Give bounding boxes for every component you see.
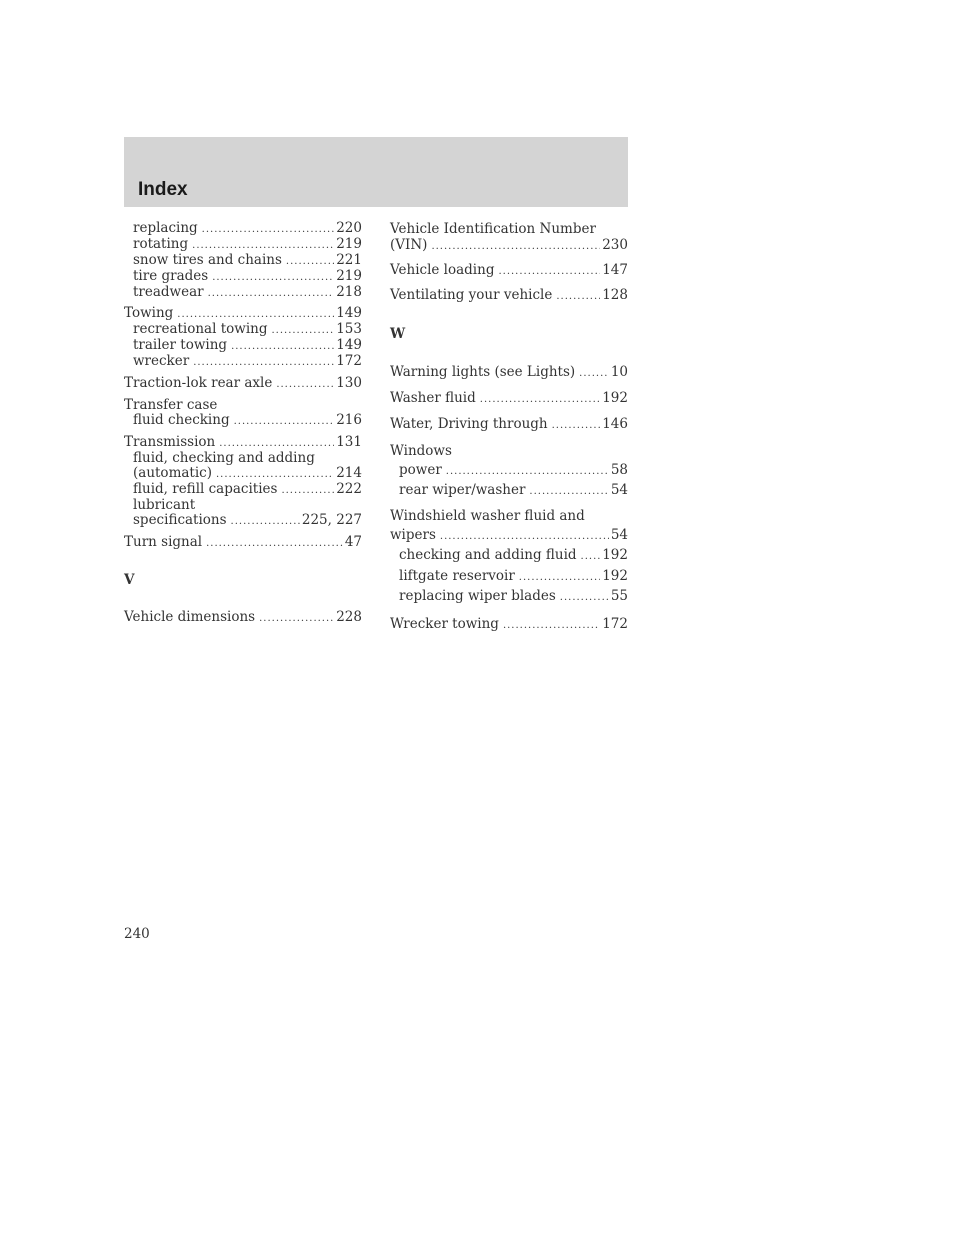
- page-ref: 214: [336, 465, 362, 481]
- section-letter-w: W: [390, 326, 406, 342]
- index-entry-vin: [390, 221, 628, 255]
- index-subentry: replacing ..... 220: [124, 221, 362, 237]
- index-entry: Turn signal ..... 47: [124, 535, 362, 551]
- page-number: 240: [124, 926, 150, 942]
- page-ref: 228: [336, 609, 362, 625]
- index-column-left: [124, 221, 362, 626]
- page-ref: 146: [602, 416, 628, 432]
- page-ref: 192: [602, 390, 628, 406]
- index-entry: Windows: [390, 443, 452, 459]
- page-ref: 58: [610, 462, 628, 478]
- index-entry: Traction-lok rear axle ..... 130: [124, 376, 362, 392]
- index-subentry: treadwear ..... 218: [124, 285, 362, 301]
- index-entry: Washer fluid ..... 192: [390, 390, 628, 408]
- index-entry-warning-lights: [390, 364, 628, 382]
- index-entry-transmission: [124, 435, 362, 529]
- page-ref: 221: [336, 252, 362, 268]
- index-entry: (VIN) ..... 230: [390, 237, 628, 255]
- index-column-right: [390, 221, 628, 634]
- index-subentry: lubricant: [133, 497, 196, 513]
- page-ref: 192: [602, 567, 628, 584]
- page-ref: 47: [344, 534, 362, 550]
- index-entry-ventilating: [390, 287, 628, 305]
- index-entry: Vehicle loading ..... 147: [390, 262, 628, 280]
- page-ref: 218: [336, 284, 362, 300]
- page-ref: 192: [602, 547, 628, 563]
- page-ref: 55: [610, 588, 628, 604]
- index-entry: Transfer case: [124, 397, 218, 413]
- index-entry: Towing ..... 149: [124, 306, 362, 322]
- index-entry: Wrecker towing ..... 172: [390, 616, 628, 634]
- index-entry: Water, Driving through ..... 146: [390, 416, 628, 434]
- index-entry-windows: [390, 442, 628, 501]
- index-subentry: fluid, checking and adding: [133, 450, 315, 466]
- index-entry-traction: [124, 376, 362, 392]
- index-entry-group: [124, 221, 362, 301]
- page-ref: 149: [336, 305, 362, 321]
- page-ref: 216: [336, 412, 362, 428]
- index-entry-washer-fluid: [390, 390, 628, 408]
- page-ref: 147: [602, 262, 628, 278]
- header-band: [124, 137, 628, 207]
- page-ref: 220: [336, 220, 362, 236]
- index-subentry: snow tires and chains ..... 221: [124, 253, 362, 269]
- page-title: Index: [138, 179, 188, 200]
- page-ref: 230: [602, 237, 628, 253]
- index-subentry: specifications ..... 225, 227: [124, 513, 362, 529]
- page-ref: 131: [336, 434, 362, 450]
- page-ref: 219: [336, 268, 362, 284]
- index-subentry: replacing wiper blades ..... 55: [390, 587, 628, 608]
- section-letter-v: V: [124, 572, 135, 588]
- index-entry: Windshield washer fluid and: [390, 508, 585, 524]
- page-ref: 149: [336, 337, 362, 353]
- index-entry-vehicle-loading: [390, 262, 628, 280]
- index-entry-vehicle-dimensions: [124, 610, 362, 626]
- page-ref: 10: [610, 364, 628, 380]
- page-ref: 172: [336, 353, 362, 369]
- page-ref: 130: [336, 375, 362, 391]
- page-ref: 128: [602, 287, 628, 303]
- page-ref: 54: [610, 482, 628, 498]
- index-subentry: fluid, refill capacities ..... 222: [124, 482, 362, 498]
- index-entry: Vehicle dimensions ..... 228: [124, 610, 362, 626]
- index-entry: Vehicle Identification Number: [390, 221, 596, 237]
- index-entry-wrecker-towing: [390, 616, 628, 634]
- index-subentry: recreational towing ..... 153: [124, 322, 362, 338]
- index-entry-transfer-case: [124, 398, 362, 429]
- index-entry-water-driving: [390, 416, 628, 434]
- index-subentry: trailer towing ..... 149: [124, 338, 362, 354]
- index-subentry: fluid checking ..... 216: [124, 413, 362, 429]
- index-subentry: power ..... 58: [390, 461, 628, 481]
- page-ref: 222: [336, 481, 362, 497]
- index-entry: Ventilating your vehicle ..... 128: [390, 287, 628, 305]
- index-subentry: wrecker ..... 172: [124, 354, 362, 370]
- index-entry: Warning lights (see Lights) ..... 10: [390, 364, 628, 382]
- page-ref: 153: [336, 321, 362, 337]
- index-subentry: liftgate reservoir ..... 192: [390, 567, 628, 588]
- index-subentry: rear wiper/washer ..... 54: [390, 481, 628, 501]
- index-subentry: checking and adding fluid ..... 192: [390, 546, 628, 567]
- page-ref: 54: [610, 526, 628, 543]
- index-subentry: rotating ..... 219: [124, 237, 362, 253]
- page-ref: 225, 227: [301, 512, 362, 528]
- index-subentry: tire grades ..... 219: [124, 269, 362, 285]
- index-entry: wipers ..... 54: [390, 526, 628, 547]
- index-entry-windshield: [390, 507, 628, 608]
- page-ref: 219: [336, 236, 362, 252]
- index-entry: Transmission ..... 131: [124, 435, 362, 451]
- index-entry-towing: [124, 306, 362, 370]
- index-subentry: (automatic) ..... 214: [124, 466, 362, 482]
- index-entry-turn-signal: [124, 535, 362, 551]
- page-ref: 172: [602, 615, 628, 632]
